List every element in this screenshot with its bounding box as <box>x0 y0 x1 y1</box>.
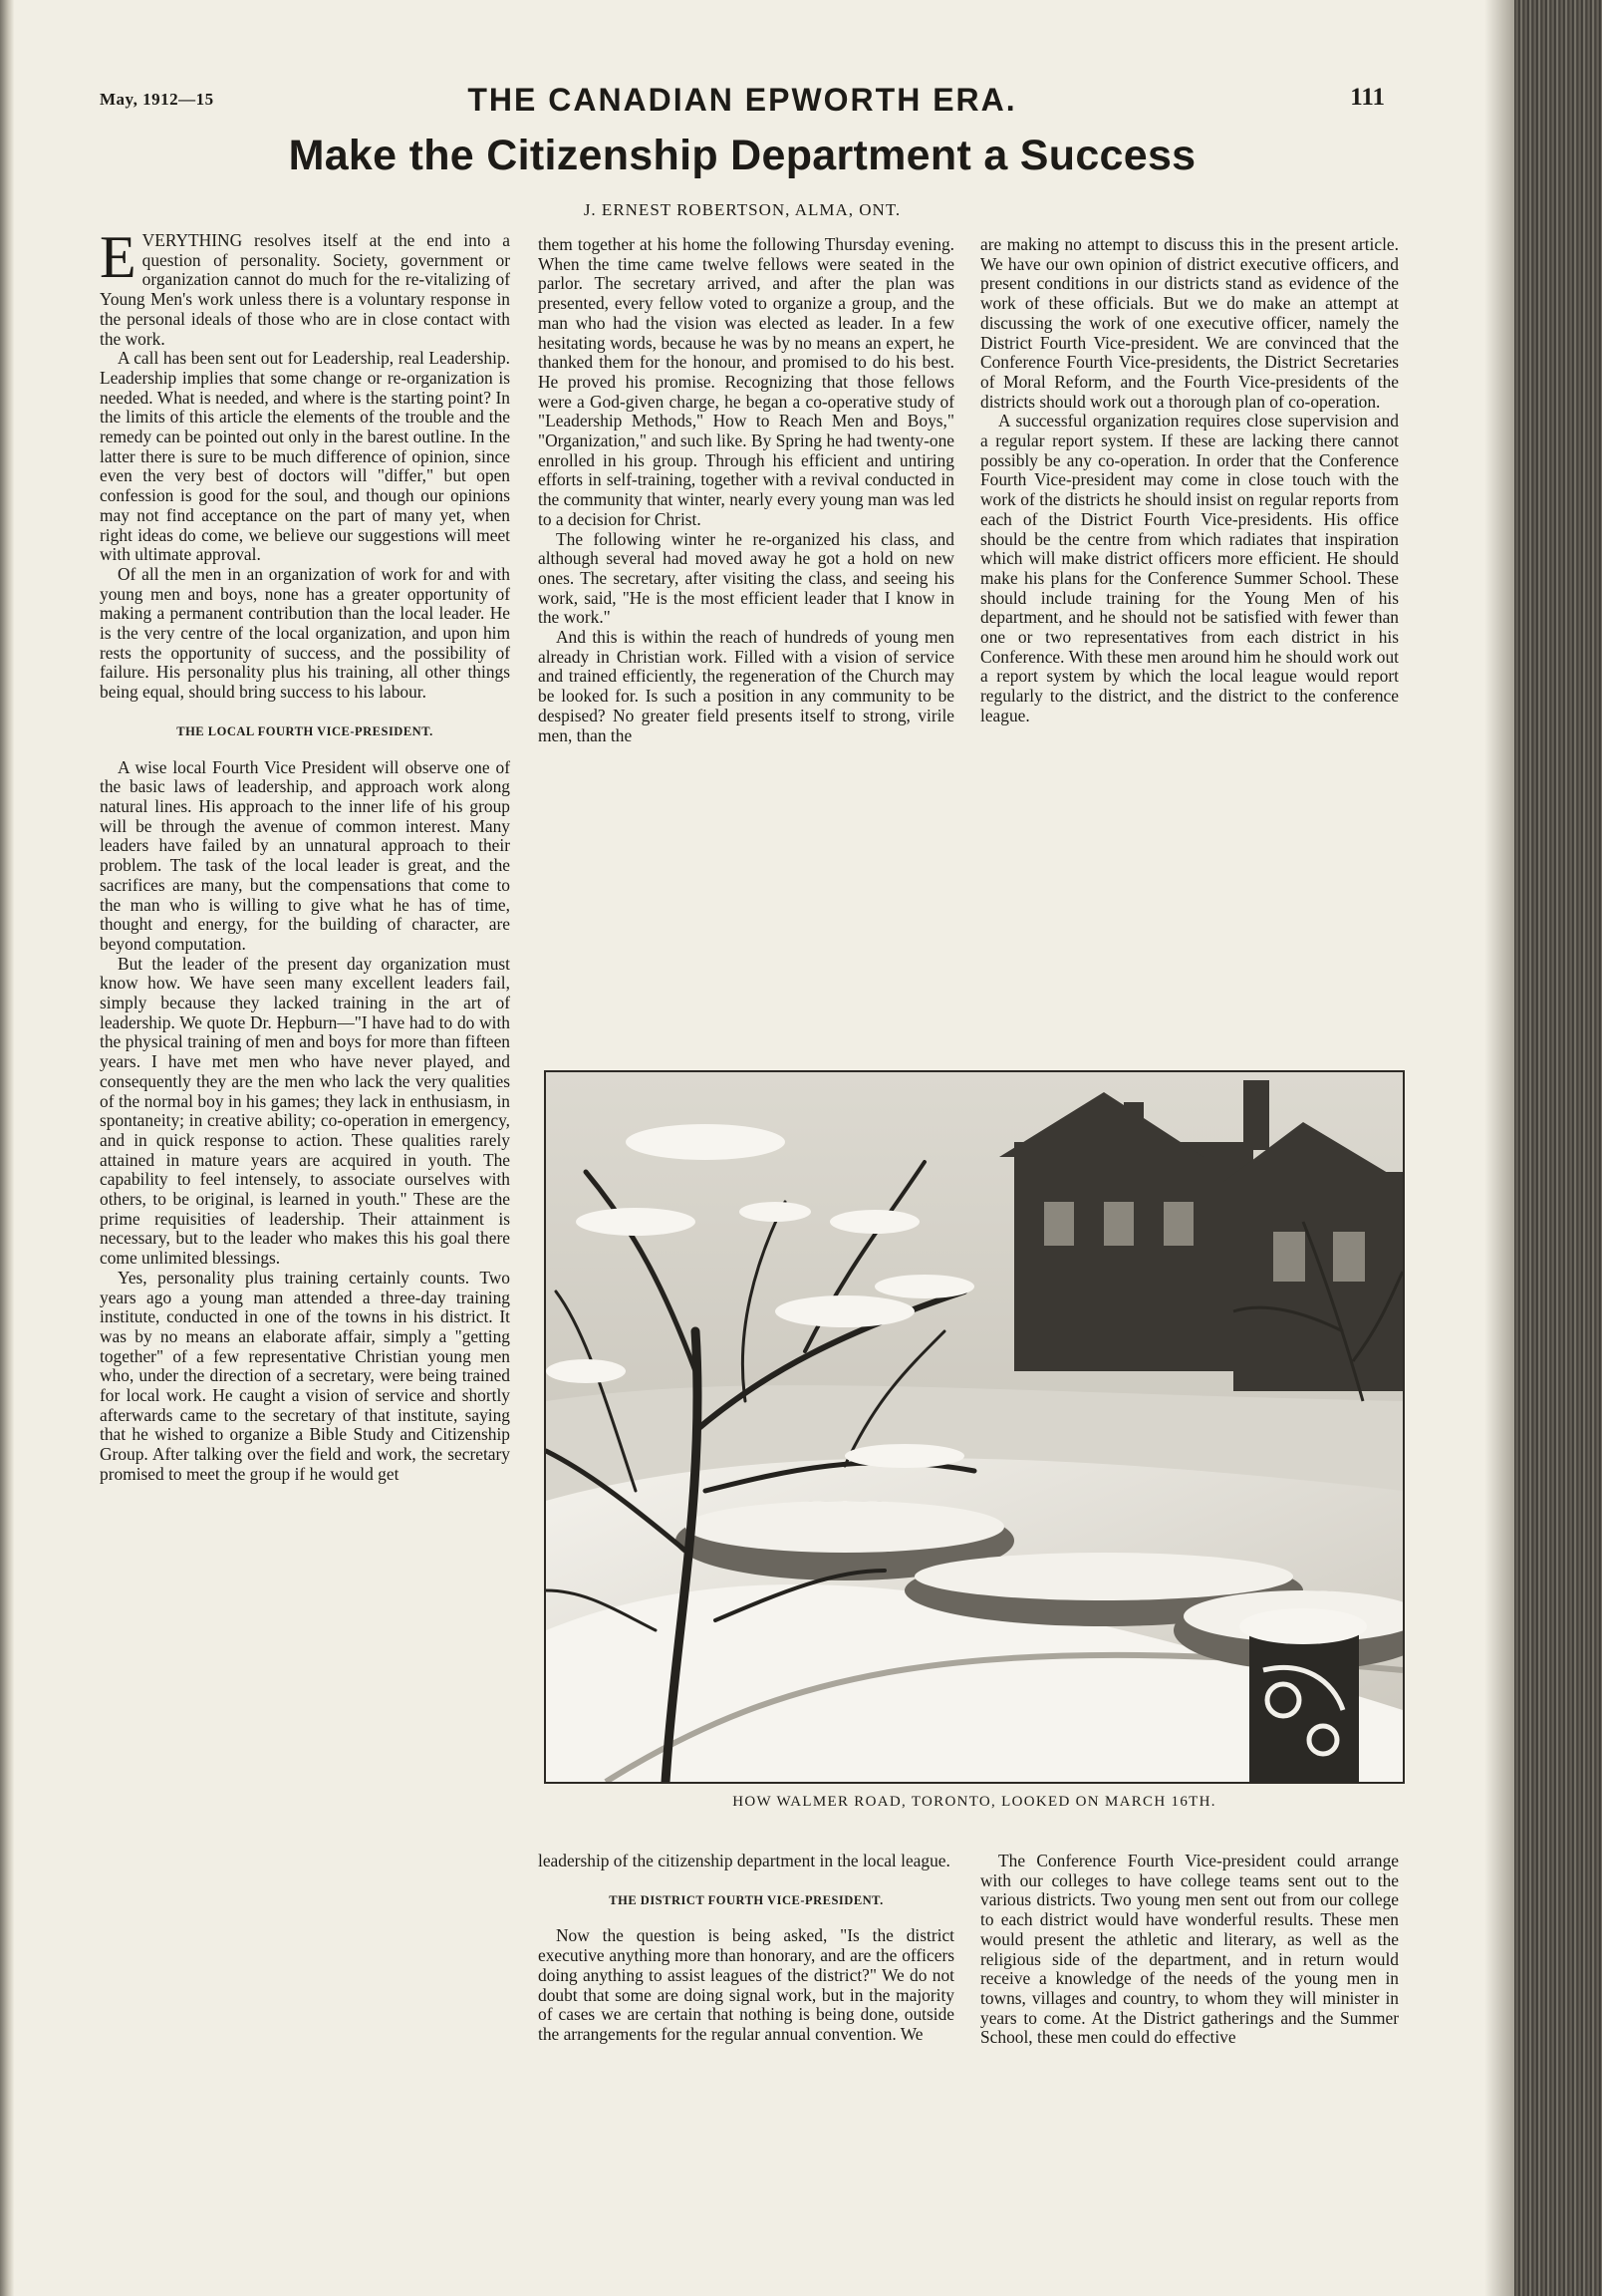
paragraph: Now the question is being asked, "Is the district executive anything more than honorary, and are the officers doing anything to assist leagues of the district?" We do not doubt that some are doing signal work, but in the majority of cases we are certain that nothing is being done, outside the arrangements for the regular annual convention. We <box>538 1925 954 2044</box>
paragraph: Of all the men in an organization of work for and with young men and boys, none has a greater opportunity of making a permanent contribution than the local leader. He is the very centre of the local organization, and upon him rests the opportunity of success, and the possibility of failure. His personality plus his training, all other things being equal, should bring success to his labour. <box>100 563 510 703</box>
column-2-bottom <box>538 1852 954 2045</box>
paragraph: The Conference Fourth Vice-president could arrange with our colleges to have college teams sent out to the various districts. Two young men sent out from our college to each district would have wonderful results. These men would present the athletic and literary, as well as the religious side of the department, and in return would receive a knowledge of the needs of the young men in towns, villages and country, to whom they will minister in years to come. At the District gatherings and the Summer School, these men could do effective <box>980 1851 1399 2048</box>
column-3-bottom <box>980 1852 1399 2048</box>
paragraph: A wise local Fourth Vice President will observe one of the basic laws of leadership, and approach work along natural lines. His approach to the inner life of his group will be through the avenue of common interest. Many leaders have failed by an unnatural approach to their problem. The task of the local leader is great, and the sacrifices are many, but the compensations that come to the man who is willing to give what he has of time, thought and energy, for the building of character, are beyond computation. <box>100 756 510 954</box>
snow-street-photo <box>544 1070 1405 1784</box>
paragraph: And this is within the reach of hundreds of young men already in Christian work. Filled with a vision of service and trained efficiently, the regeneration of the Church may be looked for. Is such a position in any community to be despised? No greater field presents itself to strong, virile men, than the <box>538 627 954 745</box>
page-left-edge <box>0 0 14 2296</box>
paragraph: EVERYTHING resolves itself at the end into a question of personality. Society, government or organization cannot do much for the re-vitalizing of Young Men's work unless there is a voluntary response in the personal ideals of those who are in close contact with the work. <box>100 224 510 349</box>
photo-illustration <box>546 1072 1403 1782</box>
paragraph: But the leader of the present day organization must know how. We have seen many excellent leaders fail, simply because they lacked training in the art of leadership. We quote Dr. Hepburn—"I have had to do with the physical training of men and boys for more than fifteen years. I have met men who have never played, and consequently they are the men who lack the very qualities of the normal boy in his games; they lack in enthusiasm, in spontaneity; in creative ability; co-operation in emergency, and in quick response to action. These qualities rarely attained in mature years are acquired in youth. The capability to feel intensely, to associate ourselves with others, to be original, is learned in youth." These are the prime requisities of leadership. Their attainment is necessary, but to the leader who makes this his goal there come unlimited blessings. <box>100 953 510 1269</box>
column-3-top <box>980 235 1399 726</box>
book-spine-edge <box>1514 0 1602 2296</box>
paragraph: A call has been sent out for Leadership, real Leadership. Leadership implies that some change or re-organization is needed. What is needed, and where is the starting point? In the limits of this article the elements of the trouble and the remedy can be pointed out only in the barest outline. In the latter there is sure to be much difference of opinion, since even the very best of doctors will "differ," but open confession is good for the soul, and though our opinions may not find acceptance on the part of many yet, when right ideas do come, we believe our suggestions will meet with ultimate approval. <box>100 348 510 565</box>
subheading: THE DISTRICT FOURTH VICE-PRESIDENT. <box>609 1892 884 1907</box>
paragraph: them together at his home the following Thursday evening. When the time came twelve fellows were seated in the parlor. The secretary arrived, and after the plan was presented, every fellow voted to organize a group, and the man who had the vision was elected as leader. In a few hesitating words, because he was by no means an expert, he thanked them for the honour, and promised to do his best. He proved his promise. Recognizing that those fellows were a God-given charge, he began a co-operative study of "Leadership Methods," How to Reach Men and Boys," "Organization," and such like. By Spring he had twenty-one enrolled in his group. Through his efficient and untiring efforts in self-training, together with a revival conducted in the community that winter, nearly every young man was led to a decision for Christ. <box>538 234 954 529</box>
running-header <box>100 82 1385 122</box>
publication-name: THE CANADIAN EPWORTH ERA. <box>467 82 1017 118</box>
issue-date: May, 1912—15 <box>100 90 214 109</box>
page-number: 111 <box>1350 84 1385 111</box>
paragraph: Yes, personality plus training certainly counts. Two years ago a young man attended a three-day training institute, conducted in one of the towns in his district. It was by no means an elaborate affair, simply a "getting together" of a few representative Christian young men who, under the direction of a secretary, were being trained for local work. He caught a vision of service and shortly afterwards came to the secretary of that institute, saying that he wished to organize a Bible Study and Citizenship Group. After talking over the field and work, the secretary promised to meet the group if he would get <box>100 1267 510 1484</box>
article-byline: J. ERNEST ROBERTSON, ALMA, ONT. <box>583 200 902 219</box>
subheading: THE LOCAL FOURTH VICE-PRESIDENT. <box>176 723 433 738</box>
column-2-top <box>538 235 954 745</box>
paragraph: leadership of the citizenship department in the local league. <box>538 1851 950 1870</box>
article-title: Make the Citizenship Department a Success <box>288 132 1197 179</box>
gutter-shadow <box>1484 0 1514 2296</box>
photo-caption: HOW WALMER ROAD, TORONTO, LOOKED ON MARCH 16TH. <box>732 1794 1216 1810</box>
paragraph: The following winter he re-organized his class, and although several had moved away he got a hold on new ones. The secretary, after visiting the class, and seeing his work, said, "He is the most efficient leader that I know in the work." <box>538 528 954 628</box>
paragraph: are making no attempt to discuss this in the present article. We have our own opinion of district executive officers, and present conditions in our districts stand as evidence of the work of these officials. But we do make an attempt at discussing the work of one executive officer, namely the District Fourth Vice-president. We are convinced that the Conference Fourth Vice-presidents, the District Secretaries of Moral Reform, and the Fourth Vice-presidents of the districts should work out a thorough plan of co-operation. <box>980 234 1399 412</box>
paragraph: A successful organization requires close supervision and a regular report system. If these are lacking there cannot possibly be any co-operation. In order that the Conference Fourth Vice-president may come in close touch with the work of the districts he should insist on regular reports from each of the District Fourth Vice-presidents. His office should be the centre from which radiates that inspiration which will make district officers more efficient. He should make his plans for the Conference Summer School. These should include training for the Young Men of his department, and he should not be satisfied with fewer than one or two representatives from each district in his Conference. With these men around him he should work out a report system by which the local league would report regularly to the district, and the district to the conference league. <box>980 411 1399 725</box>
column-1 <box>100 224 510 1485</box>
